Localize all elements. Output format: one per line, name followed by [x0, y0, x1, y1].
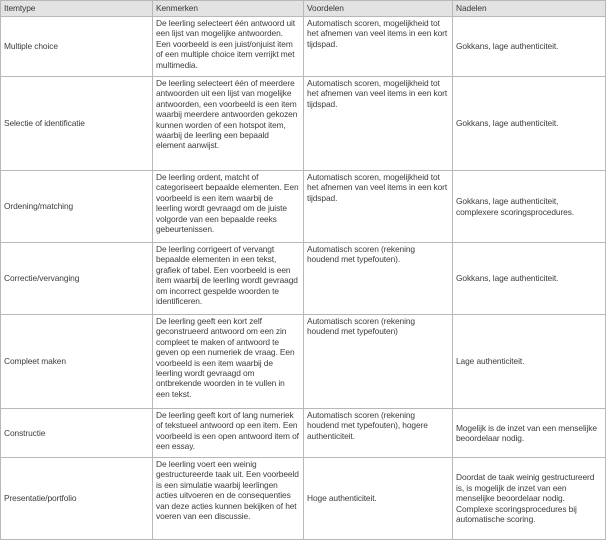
header-itemtype: Itemtype	[1, 1, 153, 17]
itemtype-cell: Constructie	[1, 409, 153, 458]
voordelen-cell: Automatisch scoren, mogelijkheid tot het afnemen van veel items in een kort tijdspad.	[304, 171, 453, 243]
voordelen-cell: Automatisch scoren (rekening houdend met typefouten).	[304, 243, 453, 315]
header-voordelen: Voordelen	[304, 1, 453, 17]
table-row	[1, 17, 606, 77]
itemtype-cell: Ordening/matching	[1, 171, 153, 243]
table-row	[1, 77, 606, 171]
table-header-row	[1, 1, 606, 17]
header-kenmerken: Kenmerken	[153, 1, 304, 17]
kenmerken-cell: De leerling geeft kort of lang numeriek of tekstueel antwoord op een item. Een voorbeeld is een open antwoord item of een essay.	[153, 409, 304, 458]
table-row	[1, 315, 606, 409]
kenmerken-cell: De leerling geeft een kort zelf geconstrueerd antwoord om een zin compleet te maken of antwoord te geven op een numeriek de vraag. Een voorbeeld is een item waarbij de leerling wordt gevraagd om ontbrekende woorden in te vullen in een tekst.	[153, 315, 304, 409]
nadelen-cell: Gokkans, lage authenticiteit.	[453, 77, 606, 171]
header-nadelen: Nadelen	[453, 1, 606, 17]
table-row	[1, 171, 606, 243]
voordelen-cell: Automatisch scoren (rekening houdend met typefouten), hogere authenticiteit.	[304, 409, 453, 458]
itemtype-cell: Multiple choice	[1, 17, 153, 77]
kenmerken-cell: De leerling voert een weinig gestructureerde taak uit. Een voorbeeld is een simulatie waarbij leerlingen acties uitvoeren en de consequenties van deze acties kunnen bekijken of het voeren van een discussie.	[153, 458, 304, 540]
voordelen-cell: Automatisch scoren, mogelijkheid tot het afnemen van veel items in een kort tijdspad.	[304, 77, 453, 171]
voordelen-cell: Hoge authenticiteit.	[304, 458, 453, 540]
kenmerken-cell: De leerling selecteert één antwoord uit een lijst van mogelijke antwoorden. Een voorbeeld is een juist/onjuist item of een multiple choice item verrijkt met multimedia.	[153, 17, 304, 77]
table-row	[1, 458, 606, 540]
nadelen-cell: Gokkans, lage authenticiteit.	[453, 17, 606, 77]
voordelen-cell: Automatisch scoren, mogelijkheid tot het afnemen van veel items in een kort tijdspad.	[304, 17, 453, 77]
table-row	[1, 243, 606, 315]
voordelen-cell: Automatisch scoren (rekening houdend met typefouten)	[304, 315, 453, 409]
nadelen-cell: Gokkans, lage authenticiteit.	[453, 243, 606, 315]
itemtype-cell: Selectie of identificatie	[1, 77, 153, 171]
nadelen-cell: Gokkans, lage authenticiteit, complexere scoringsprocedures.	[453, 171, 606, 243]
itemtype-cell: Correctie/vervanging	[1, 243, 153, 315]
nadelen-cell: Doordat de taak weinig gestructureerd is, is mogelijk de inzet van een menselijke beoordelaar nodig. Complexe scoringsprocedures bij automatische scoring.	[453, 458, 606, 540]
nadelen-cell: Lage authenticiteit.	[453, 315, 606, 409]
kenmerken-cell: De leerling ordent, matcht of categoriseert bepaalde elementen. Een voorbeeld is een item waarbij de leerling wordt gevraagd om de juiste volgorde van een bepaalde reeks gebeurtenissen.	[153, 171, 304, 243]
kenmerken-cell: De leerling corrigeert of vervangt bepaalde elementen in een tekst, grafiek of tabel. Een voorbeeld is een item waarbij de leerling wordt gevraagd om incorrect gespelde woorden te identificeren.	[153, 243, 304, 315]
nadelen-cell: Mogelijk is de inzet van een menselijke beoordelaar nodig.	[453, 409, 606, 458]
table-row	[1, 409, 606, 458]
kenmerken-cell: De leerling selecteert één of meerdere antwoorden uit een lijst van mogelijke antwoorden, een voorbeeld is een item waarbij meerdere antwoorden gekozen kunnen worden of een hotspot item, waarbij de leerling een bepaald element aanwijst.	[153, 77, 304, 171]
itemtype-cell: Compleet maken	[1, 315, 153, 409]
itemtype-cell: Presentatie/portfolio	[1, 458, 153, 540]
